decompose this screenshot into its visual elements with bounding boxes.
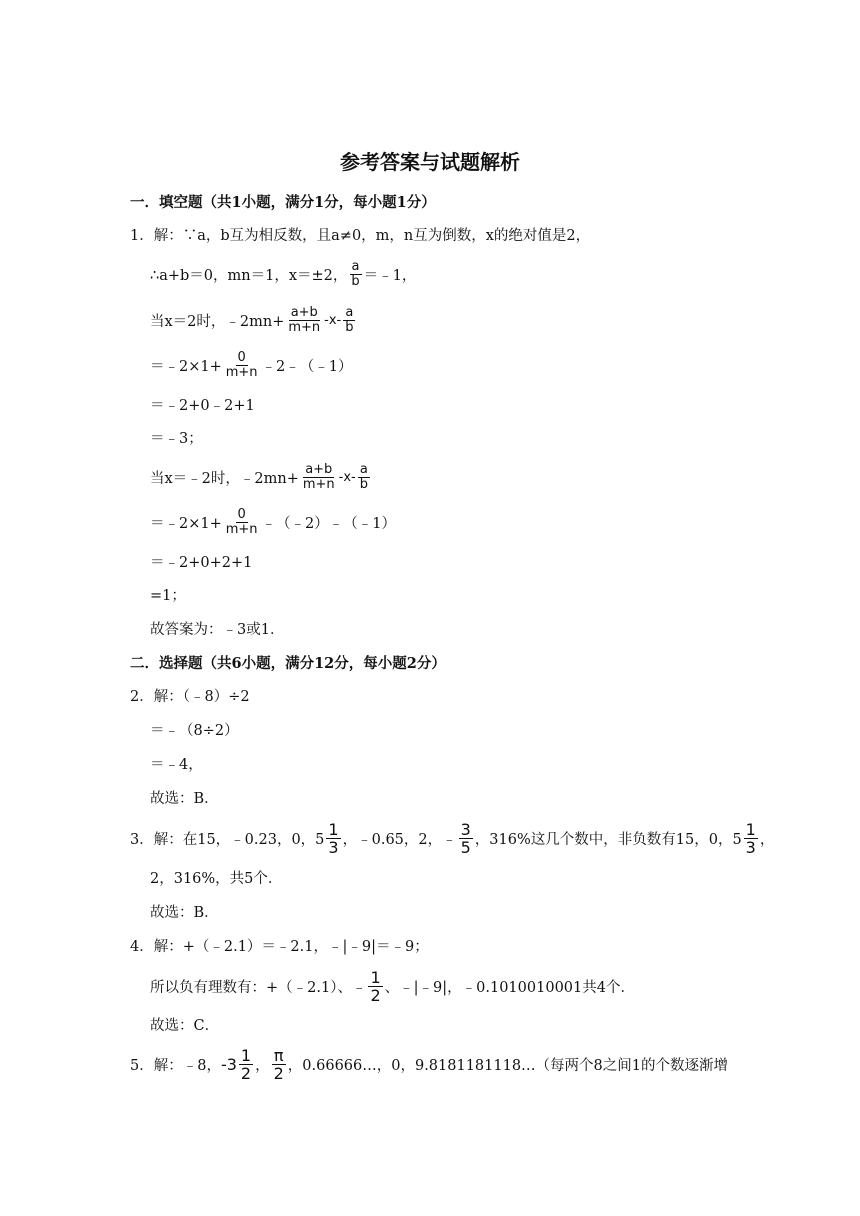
- q1-line4: ＝﹣2×1+ $\frac{0}{m+n}$ ﹣2﹣（﹣1）: [150, 349, 353, 380]
- fraction-pi-over-2: $\frac{\pi}{2}$: [273, 1045, 284, 1083]
- q2-line2: ＝﹣（8÷2）: [150, 722, 239, 739]
- fraction-3-over-5: $\frac{3}{5}$: [460, 819, 471, 857]
- page-title: 参考答案与试题解析: [340, 150, 520, 174]
- section-heading-choice: 二．选择题（共6小题，满分12分，每小题2分）: [130, 654, 446, 672]
- fraction-1-over-2: $\frac{1}{2}$: [370, 967, 381, 1005]
- q1-line9: ＝﹣2+0+2+1: [150, 554, 253, 571]
- q1-line7: 当x＝﹣2时，﹣2mn+ $\frac{a+b}{m+n}$ -x- $\frac{a}{b}$: [150, 461, 369, 492]
- q2-line1: 2．解：（﹣8）÷2: [130, 688, 250, 705]
- q2-line3: ＝﹣4，: [150, 756, 203, 773]
- fraction-apb-over-mpn: $\frac{a+b}{m+n}$: [302, 461, 335, 492]
- mixed-number-neg3-1-2: -3 $\frac{1}{2}$: [220, 1045, 252, 1083]
- fraction-0-over-mpn: $\frac{0}{m+n}$: [225, 349, 258, 380]
- q4-line2: 所以负有理数有：+（﹣2.1）、﹣ $\frac{1}{2}$ 、﹣|﹣9|，﹣0.1010010001共4个．: [150, 967, 635, 1005]
- q4-line1: 4．解：+（﹣2.1）＝﹣2.1，﹣|﹣9|＝﹣9；: [130, 938, 429, 955]
- q1-answer: 故答案为：﹣3或1．: [150, 621, 285, 638]
- q1-line8: ＝﹣2×1+ $\frac{0}{m+n}$ ﹣（﹣2）﹣（﹣1）: [150, 506, 396, 537]
- fraction-apb-over-mpn: $\frac{a+b}{m+n}$: [288, 304, 321, 335]
- fraction-a-over-b: $\frac{a}{b}$: [345, 304, 354, 335]
- q2-answer: 故选：B．: [150, 790, 219, 807]
- q1-line2: ∴a+b＝0，mn＝1，x＝±2， $\frac{a}{b}$ ＝﹣1，: [150, 258, 417, 289]
- section-heading-fill-blank: 一．填空题（共1小题，满分1分，每小题1分）: [130, 193, 436, 211]
- q1-line10: =1；: [150, 587, 186, 604]
- fraction-a-over-b: $\frac{a}{b}$: [359, 461, 369, 492]
- q3-answer: 故选：B．: [150, 904, 219, 921]
- q5-line1: 5．解：﹣8， -3 $\frac{1}{2}$ ， $\frac{\pi}{2}$ ，0.66666…，0，9.8181181118…（每两个8之间1的个数逐渐增: [130, 1045, 729, 1083]
- q1-line5: ＝﹣2+0﹣2+1: [150, 397, 255, 414]
- fraction-a-over-b: $\frac{a}{b}$: [351, 258, 360, 289]
- q4-answer: 故选：C．: [150, 1017, 220, 1034]
- q1-line6: ＝﹣3；: [150, 430, 203, 447]
- q1-line1: 1．解：∵a，b互为相反数，且a≠0，m，n互为倒数，x的绝对值是2，: [130, 227, 591, 244]
- q1-line3: 当x＝2时，﹣2mn+ $\frac{a+b}{m+n}$ -x- $\frac{a}{b}$: [150, 304, 354, 335]
- fraction-1-over-3: $\frac{1}{3}$: [328, 819, 339, 857]
- fraction-0-over-mpn: $\frac{0}{m+n}$: [225, 506, 258, 537]
- fraction-1-over-3: $\frac{1}{3}$: [745, 819, 756, 857]
- fraction-1-over-2: $\frac{1}{2}$: [240, 1045, 252, 1083]
- q3-line2: 2，316%，共5个．: [150, 870, 283, 887]
- q3-line1: 3．解：在15，﹣0.23，0，5 $\frac{1}{3}$ ，﹣0.65，2，﹣ $\frac{3}{5}$ ，316%这几个数中，非负数有15，0，5 $\frac{1}{3}$ ，: [130, 819, 775, 857]
